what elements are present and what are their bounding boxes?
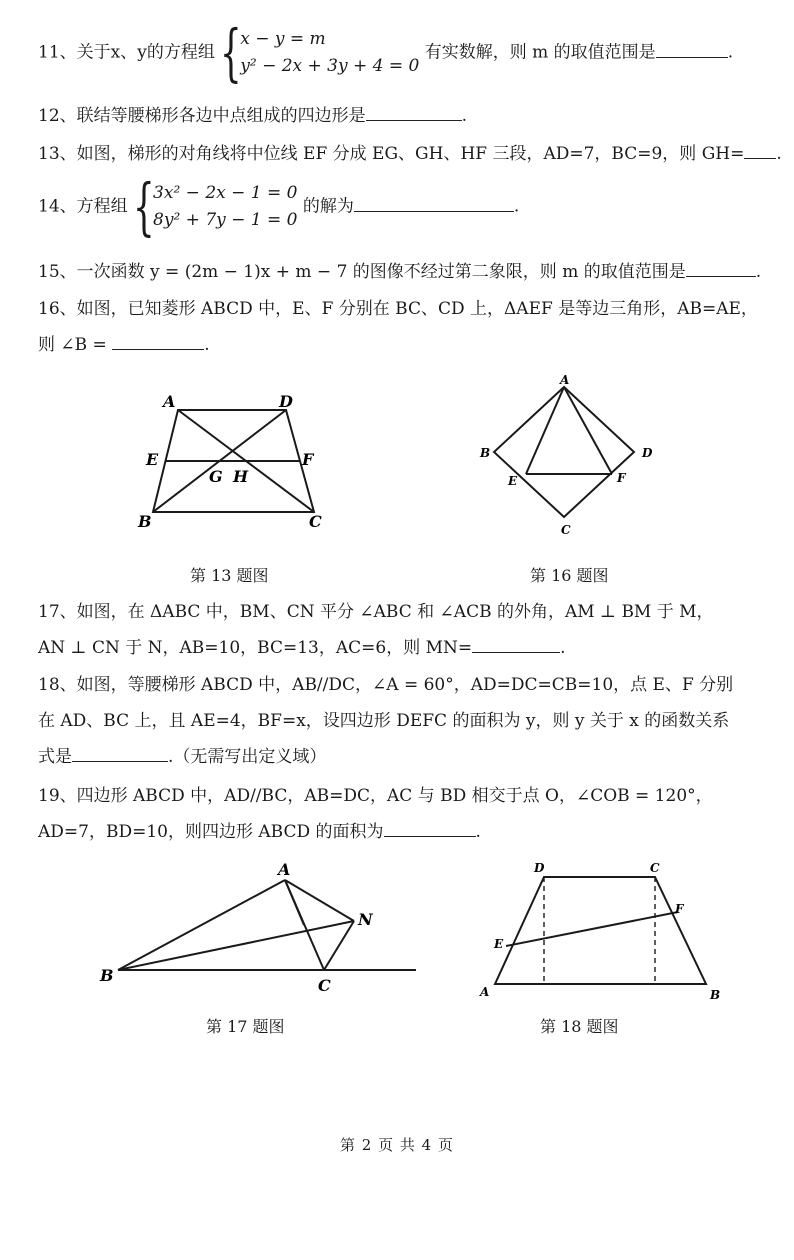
q14-equation-1: 3x² − 2x − 1 = 0 — [153, 183, 298, 203]
segment-bn — [118, 921, 354, 970]
page-footer: 第 2 页 共 4 页 — [340, 1136, 454, 1154]
fig17-label-c: C — [318, 976, 331, 995]
q19-line-2: AD=7，BD=10，则四边形 ABCD 的面积为 — [38, 822, 384, 842]
brace-icon: { — [133, 170, 155, 243]
q14-suffix: 的解为 — [302, 196, 354, 217]
fig17-label-n: N — [358, 910, 373, 929]
q15-text: 15、一次函数 y = (2m − 1)x + m − 7 的图像不经过第二象限，则 m 的取值范围是 — [38, 262, 686, 282]
question-13 — [38, 136, 782, 172]
q16-line-2: 则 ∠B = — [38, 335, 107, 355]
q11-equation-system — [220, 16, 420, 89]
q14-prefix: 方程组 — [76, 196, 128, 217]
fig18-label-b: B — [710, 988, 721, 1002]
fig13-label-f: F — [302, 450, 314, 469]
segment-cn — [324, 921, 354, 970]
figure-17-triangle — [90, 855, 430, 1005]
fig13-label-h: H — [233, 467, 249, 486]
fig13-label-c: C — [309, 512, 322, 531]
q11-equation-1: x − y = m — [240, 29, 326, 49]
fig17-label-a: A — [278, 860, 291, 879]
fig18-label-c: C — [650, 861, 660, 875]
answer-blank-15[interactable] — [686, 258, 756, 277]
answer-blank-12[interactable] — [366, 102, 462, 121]
q11-number: 11、 — [38, 42, 77, 63]
segment-an — [285, 880, 354, 921]
q16-end: . — [204, 335, 210, 355]
figure-13-trapezoid — [135, 386, 345, 536]
q18-line-2: 在 AD、BC 上，且 AE=4，BF=x，设四边形 DEFC 的面积为 y，则 y 关于 x 的函数关系 — [38, 711, 730, 731]
fig18-label-a: A — [480, 985, 490, 999]
question-17 — [38, 594, 764, 666]
figure-18-caption: 第 18 题图 — [540, 1017, 619, 1036]
brace-icon: { — [220, 16, 242, 89]
fig18-label-e: E — [494, 937, 504, 951]
q11-end: . — [727, 42, 734, 63]
segment-ab — [118, 880, 285, 970]
question-16 — [38, 291, 764, 363]
fig13-label-e: E — [146, 450, 159, 469]
q11-suffix: 有实数解，则 m 的取值范围是 — [424, 42, 656, 63]
q17-line-2: AN ⊥ CN 于 N，AB=10，BC=13，AC=6，则 MN= — [38, 638, 473, 658]
answer-blank-17[interactable] — [472, 634, 560, 653]
q13-text: 13、如图，梯形的对角线将中位线 EF 分成 EG、GH、HF 三段，AD=7，BC=9，则 GH= — [38, 144, 745, 164]
q18-line-3-end: .（无需写出定义域） — [168, 747, 327, 767]
q14-number: 14、 — [38, 196, 77, 217]
fig16-label-b: B — [480, 446, 491, 460]
fig18-label-d: D — [534, 861, 545, 875]
q14-equation-2: 8y² + 7y − 1 = 0 — [153, 210, 298, 230]
fig16-label-a: A — [560, 373, 570, 387]
q18-line-3: 式是 — [38, 747, 72, 767]
q11-equation-2: y² − 2x + 3y + 4 = 0 — [240, 56, 420, 76]
q12-end: . — [461, 106, 468, 126]
answer-blank-11[interactable] — [656, 39, 728, 58]
fig16-label-d: D — [642, 446, 653, 460]
fig13-label-d: D — [279, 392, 293, 411]
q18-line-1: 18、如图，等腰梯形 ABCD 中，AB//DC，∠A = 60°，AD=DC=CB=10，点 E、F 分别 — [38, 675, 734, 695]
segment-af — [564, 387, 612, 474]
trapezoid-outline — [495, 877, 706, 984]
fig13-label-g: G — [209, 467, 223, 486]
segment-ae — [526, 387, 564, 474]
q16-line-1: 16、如图，已知菱形 ABCD 中，E、F 分别在 BC、CD 上，ΔAEF 是等边三角形，AB=AE， — [38, 299, 758, 319]
fig16-label-c: C — [561, 523, 571, 537]
figure-18-trapezoid — [470, 855, 740, 1005]
q13-end: . — [776, 144, 782, 164]
answer-blank-18[interactable] — [72, 743, 168, 762]
fig16-label-f: F — [617, 471, 626, 485]
fig18-label-f: F — [675, 902, 684, 916]
question-18 — [38, 667, 764, 775]
fig16-label-e: E — [508, 474, 518, 488]
answer-blank-14[interactable] — [354, 193, 514, 212]
fig13-label-b: B — [138, 512, 152, 531]
q19-end: . — [475, 822, 481, 842]
fig13-label-a: A — [163, 392, 176, 411]
answer-blank-13[interactable] — [744, 140, 776, 159]
q14-end: . — [513, 196, 520, 217]
figure-17-caption: 第 17 题图 — [206, 1017, 285, 1036]
q17-line-1: 17、如图，在 ΔABC 中，BM、CN 平分 ∠ABC 和 ∠ACB 的外角，AM ⊥ BM 于 M， — [38, 602, 714, 622]
answer-blank-16[interactable] — [112, 331, 204, 350]
q15-end: . — [755, 262, 762, 282]
q11-prefix: 关于x、y的方程组 — [76, 42, 215, 63]
q12-text: 12、联结等腰梯形各边中点组成的四边形是 — [38, 106, 366, 126]
answer-blank-19[interactable] — [384, 818, 476, 837]
q14-equation-system — [133, 170, 298, 243]
question-19 — [38, 778, 764, 850]
question-14 — [38, 170, 764, 243]
question-15 — [38, 254, 764, 290]
fig17-label-b: B — [100, 966, 114, 985]
rhombus-outline — [494, 387, 634, 517]
q17-end: . — [560, 638, 566, 658]
question-11 — [38, 16, 764, 89]
q19-line-1: 19、四边形 ABCD 中，AD//BC，AB=DC，AC 与 BD 相交于点 O，∠COB = 120°， — [38, 786, 713, 806]
question-12 — [38, 98, 764, 134]
figure-16-caption: 第 16 题图 — [530, 566, 609, 585]
segment-ef — [506, 912, 678, 946]
figure-16-rhombus — [470, 370, 670, 540]
figure-13-caption: 第 13 题图 — [190, 566, 269, 585]
